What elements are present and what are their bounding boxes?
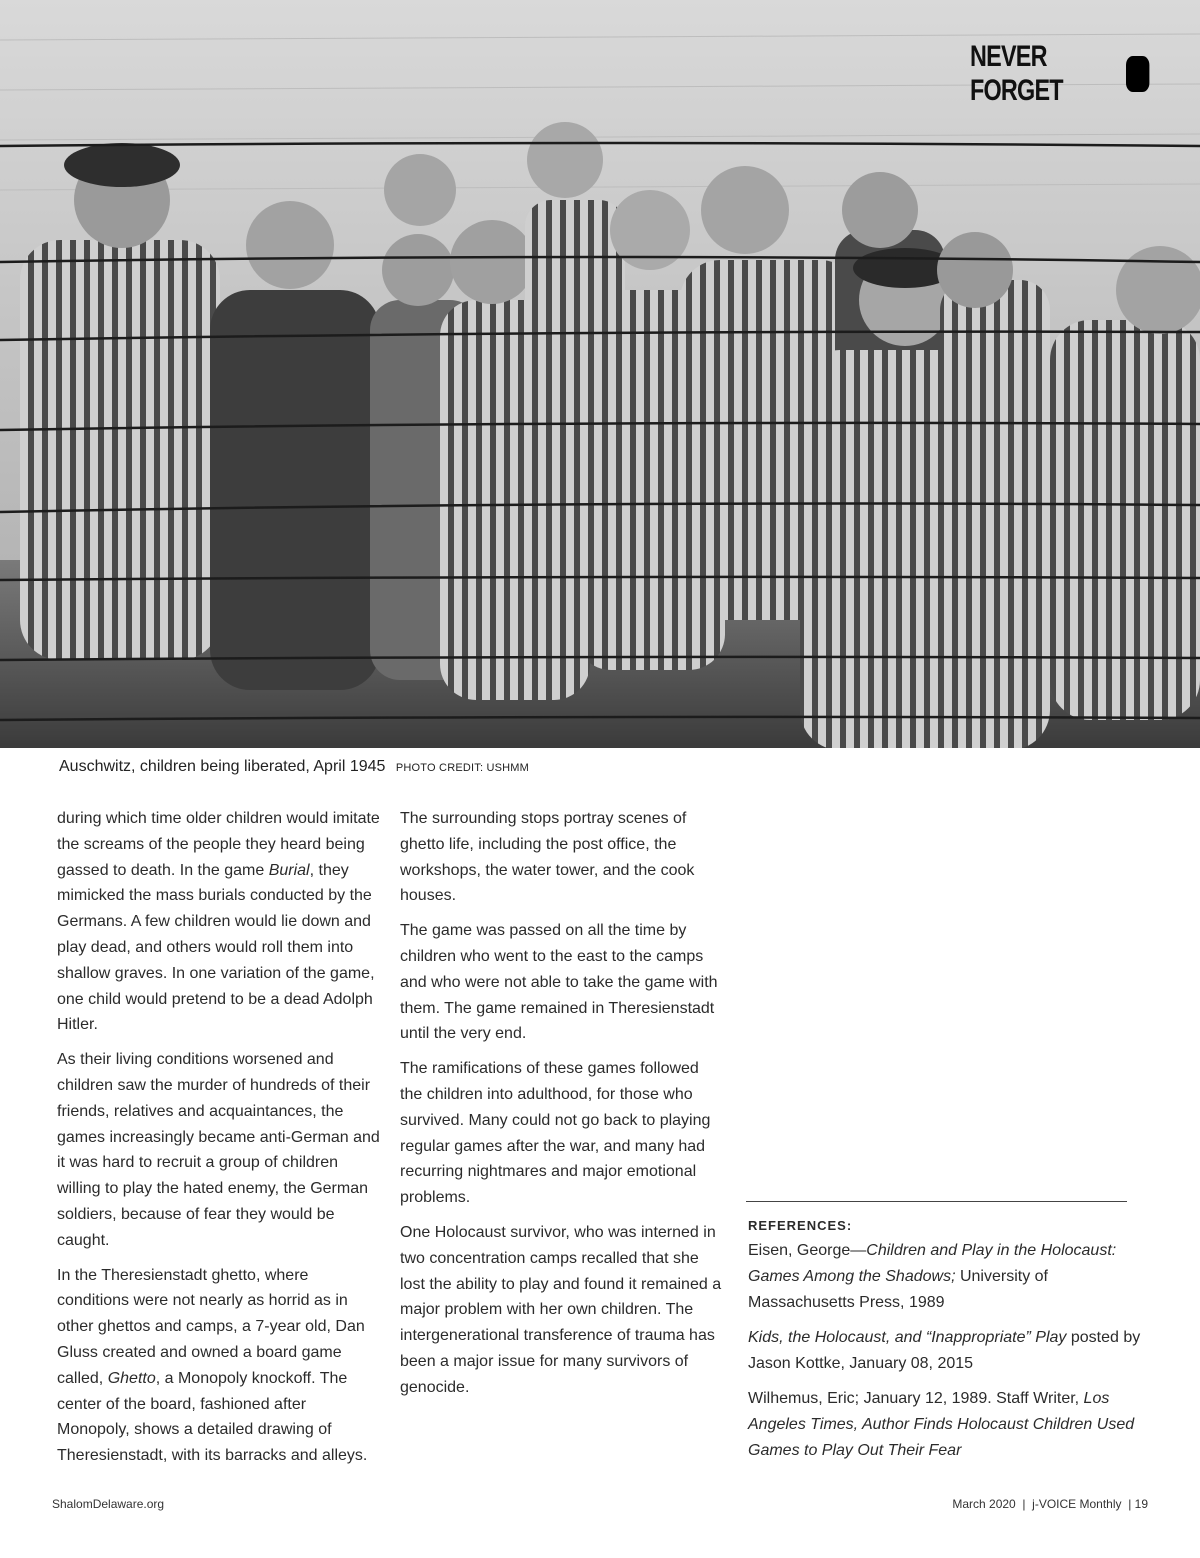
photo-credit: PHOTO CREDIT: USHMM [395,762,530,774]
photo-illustration [0,0,1200,748]
paragraph: The surrounding stops portray scenes of ghetto life, including the post office, the workshops, the water tower, and the cook houses. [400,810,695,905]
paragraph: during which time older children would imitate the screams of the people they heard being gassed to death. In the game Burial, they mimicked the mass burials conducted by the Germans. A few children would lie down and play dead, and others would roll them into shallow graves. In one variation of the game, one child would pretend to be a dead Adolph Hitler. [57,810,380,1034]
caption-text: Auschwitz, children being liberated, April 1945 [59,758,386,775]
game-title-ghetto: Ghetto [107,1369,156,1387]
never-forget-badge [970,40,1149,108]
badge-text: NEVER FORGET [970,40,1063,107]
paragraph: In the Theresienstadt ghetto, where conditions were not nearly as horrid as in other ghettos and camps, a 7-year old, Dan Gluss created and owned a board game called, Ghetto, a Monopoly knockoff. The center of the board, fashioned after Monopoly, shows a detailed drawing of Theresienstadt, with its barracks and alleys. [57,1266,368,1465]
reference-item: Kids, the Holocaust, and “Inappropriate” Play posted by Jason Kottke, January 08, 2015 [748,1329,1141,1372]
hero-photo [0,0,1200,748]
references-heading: REFERENCES: [748,1218,853,1233]
paragraph: As their living conditions worsened and children saw the murder of hundreds of their friends, relatives and acquaintances, the games increasingly became anti-German and it was hard to recruit a group of children willing to play the hated enemy, the German soldiers, because of fear they would be caught. [57,1051,380,1249]
game-title-burial: Burial [268,861,310,879]
footer-issue: March 2020 | j-VOICE Monthly | 19 [952,1497,1148,1511]
paragraph: The game was passed on all the time by children who went to the east to the camps and who were not able to take the game with them. The game remained in Theresienstadt until the very end. [400,922,718,1043]
footer-site: ShalomDelaware.org [52,1497,165,1511]
photo-caption [59,758,529,776]
badge-square-icon [1126,56,1149,92]
article-column-1 [57,806,382,1478]
reference-item: Eisen, George—Children and Play in the Holocaust: Games Among the Shadows; University of Massachusetts Press, 1989 [748,1242,1117,1311]
paragraph: The ramifications of these games followed the children into adulthood, for those who survived. Many could not go back to playing regular games after the war, and many had recurring nightmares and major emotional problems. [400,1060,711,1207]
reference-item: Wilhemus, Eric; January 12, 1989. Staff Writer, Los Angeles Times, Author Finds Holocaust Children Used Games to Play Out Their Fear [748,1390,1135,1459]
article-column-2 [400,806,722,1410]
references-divider [746,1201,1127,1202]
references-section [748,1216,1148,1473]
paragraph: One Holocaust survivor, who was interned in two concentration camps recalled that she lost the ability to play and found it remained a major problem with her own children. The intergenerational transference of trauma has been a major issue for many survivors of genocide. [400,1223,722,1396]
